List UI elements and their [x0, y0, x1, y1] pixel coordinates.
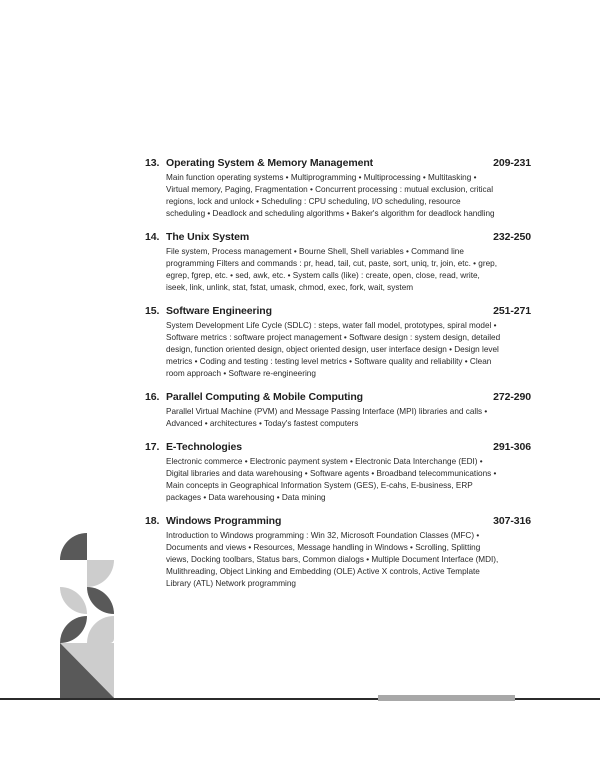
footer-rule-accent [378, 695, 515, 701]
chapter-title: Parallel Computing & Mobile Computing [166, 391, 363, 403]
page-range: 307-316 [493, 515, 531, 527]
page-range: 251-271 [493, 305, 531, 317]
toc-entry-17 [145, 439, 535, 504]
light-quarter-circle-shape [87, 560, 114, 587]
chapter-description: Electronic commerce • Electronic payment system • Electronic Data Interchange (EDI) • Digital libraries and data warehousing • Software agents • Broadband telecommunications • Main concepts in Geographical Information System (GES), E-cahs, E-business, ERP packages • Data warehousing • Data mining [166, 457, 497, 502]
light-quarter-circle-shape [87, 616, 114, 643]
chapter-description: Main function operating systems • Multiprogramming • Multiprocessing • Multitasking • Virtual memory, Paging, Fragmentation • Concurrent processing : mutual exclusion, critical regions, lock and unlock • Scheduling : CPU scheduling, I/O scheduling, resource scheduling • Deadlock and scheduling algorithms • Baker's algorithm for deadlock handling [166, 173, 495, 218]
light-leaf-shape [60, 587, 87, 614]
dark-leaf-shape [60, 616, 87, 643]
toc-entry-heading [145, 439, 535, 455]
page-range: 272-290 [493, 391, 531, 403]
toc-entry-heading [145, 303, 535, 319]
chapter-title: Software Engineering [166, 305, 272, 317]
chapter-number: 14. [145, 231, 160, 243]
decorative-geometric-motif [60, 533, 114, 698]
dark-quarter-circle-shape [60, 533, 87, 560]
dark-triangle-shape [60, 643, 114, 698]
page-range: 291-306 [493, 441, 531, 453]
table-of-contents [145, 155, 535, 599]
toc-entry-heading [145, 229, 535, 245]
chapter-title: Operating System & Memory Management [166, 157, 374, 169]
diagonal-square-shape [60, 643, 114, 698]
chapter-number: 16. [145, 391, 160, 403]
page-range: 232-250 [493, 231, 531, 243]
chapter-number: 15. [145, 305, 160, 317]
chapter-number: 13. [145, 157, 160, 169]
chapter-description: File system, Process management • Bourne Shell, Shell variables • Command line programming Filters and commands : pr, head, tail, cut, paste, sort, uniq, tr, join, etc. • grep, egrep, fgrep, etc. • sed, awk, etc. • System calls (like) : create, open, close, read, write, iseek, link, unlink, stat, fstat, umask, chmod, exec, fork, wait, system [166, 247, 497, 292]
toc-entry-15 [145, 303, 535, 380]
toc-entry-heading [145, 513, 535, 529]
chapter-number: 18. [145, 515, 160, 527]
toc-entry-heading [145, 155, 535, 171]
toc-entry-heading [145, 389, 535, 405]
chapter-description: Introduction to Windows programming : Win 32, Microsoft Foundation Classes (MFC) • Documents and views • Resources, Message handling in Windows • Scrolling, Splitting views, Docking toolbars, Status bars, Common dialogs • Multiple Document Interface (MDI), Mulithreading, Object Linking and Embedding (OLE) Active X controls, Active Template Library (ATL) Network programming [166, 531, 499, 588]
toc-entry-14 [145, 229, 535, 294]
page-range: 209-231 [493, 157, 531, 169]
dark-leaf-shape [87, 587, 114, 614]
chapter-title: Windows Programming [166, 515, 282, 527]
chapter-number: 17. [145, 441, 160, 453]
chapter-title: E-Technologies [166, 441, 242, 453]
chapter-description: System Development Life Cycle (SDLC) : steps, water fall model, prototypes, spiral model • Software metrics : software project management • Software design : system design, detailed design, function oriented design, object oriented design, user interface design • Design level metrics • Coding and testing : testing level metrics • Software quality and reliability • Clean room approach • Software re-engineering [166, 321, 501, 378]
toc-entry-18 [145, 513, 535, 590]
toc-entry-16 [145, 389, 535, 430]
toc-entry-13 [145, 155, 535, 220]
chapter-description: Parallel Virtual Machine (PVM) and Message Passing Interface (MPI) libraries and calls • Advanced • architectures • Today's fastest computers [166, 407, 488, 428]
chapter-title: The Unix System [166, 231, 250, 243]
